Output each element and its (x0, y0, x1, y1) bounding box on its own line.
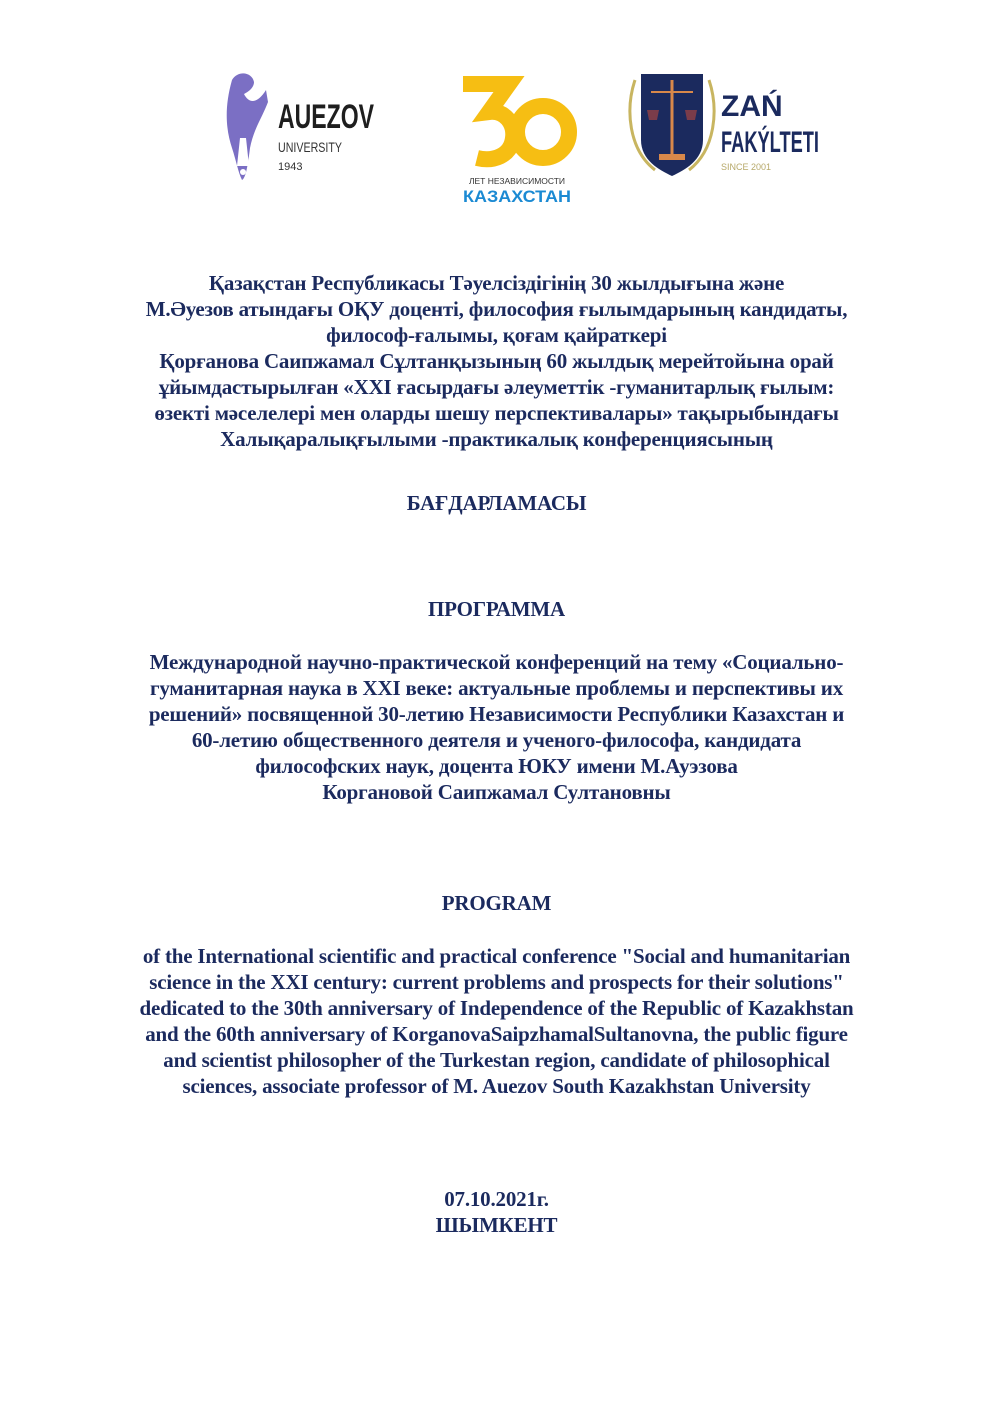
english-title: PROGRAM (441, 891, 552, 915)
kazakh-title: БАҒДАРЛАМАСЫ (406, 491, 587, 515)
auezov-emblem-icon (227, 73, 268, 180)
russian-line: гуманитарная наука в XXI веке: актуальные проблемы и перспективы их (150, 676, 843, 700)
russian-line: философских наук, доцента ЮКУ имени М.Ауэзова (255, 754, 738, 778)
english-line: and scientist philosopher of the Turkestan region, candidate of philosophical (163, 1048, 830, 1072)
zan-fakulteti-logo (625, 70, 883, 180)
logo-row (0, 62, 993, 212)
independence-30-logo (455, 70, 580, 205)
auezov-university-logo (218, 68, 378, 188)
auezov-name: AUEZOV (278, 98, 375, 136)
zan-line1: ZAŃ (721, 90, 783, 123)
english-line: of the International scientific and practical conference "Social and humanitarian (142, 944, 851, 968)
russian-line: Международной научно-практической конференций на тему «Социально- (149, 650, 844, 674)
russian-description (0, 649, 993, 805)
russian-title: ПРОГРАММА (427, 597, 566, 621)
kazakh-line: Халықаралықғылыми -практикалық конференциясының (220, 427, 773, 451)
english-line: dedicated to the 30th anniversary of Independence of the Republic of Kazakhstan (139, 996, 854, 1020)
scales-of-justice-shield-icon (641, 74, 703, 176)
auezov-year: 1943 (278, 161, 303, 173)
event-city: ШЫМКЕНТ (435, 1213, 558, 1237)
russian-line: 60-летию общественного деятеля и ученого-философа, кандидата (191, 728, 802, 752)
kazakh-intro (0, 270, 993, 452)
kazakh-line: ұйымдастырылған «XXI ғасырдағы әлеуметтік -гуманитарлық ғылым: (158, 375, 835, 399)
zan-since: SINCE 2001 (721, 162, 772, 172)
english-line: science in the XXI century: current problems and prospects for their solutions" (149, 970, 844, 994)
event-date: 07.10.2021г. (444, 1187, 549, 1211)
kazakh-line: Қорғанова Саипжамал Сұлтанқызының 60 жылдық мерейтойына орай (159, 349, 834, 373)
russian-line: Коргановой Саипжамал Султановны (322, 780, 671, 804)
english-line: and the 60th anniversary of KorganovaSaipzhamalSultanovna, the public figure (145, 1022, 848, 1046)
number-30-icon (463, 84, 569, 159)
russian-line: решений» посвященной 30-летию Независимости Республики Казахстан и (148, 702, 845, 726)
independence-caption: ЛЕТ НЕЗАВИСИМОСТИ (468, 176, 566, 186)
independence-country: КАЗАХСТАН (463, 187, 571, 206)
zan-line2: FAKÝLTETI (721, 126, 883, 159)
auezov-sub: UNIVERSITY (278, 139, 343, 155)
english-description (0, 943, 993, 1099)
kazakh-line: М.Әуезов атындағы ОҚУ доценті, философия ғылымдарының кандидаты, (145, 297, 848, 321)
english-line: sciences, associate professor of M. Auezov South Kazakhstan University (182, 1074, 811, 1098)
kazakh-line: философ-ғалымы, қоғам қайраткері (326, 323, 667, 347)
kazakh-line: өзекті мәселелері мен оларды шешу перспективалары» тақырыбындағы (154, 401, 839, 425)
kazakh-line: Қазақстан Республикасы Тәуелсіздігінің 30 жылдығына және (208, 271, 785, 295)
